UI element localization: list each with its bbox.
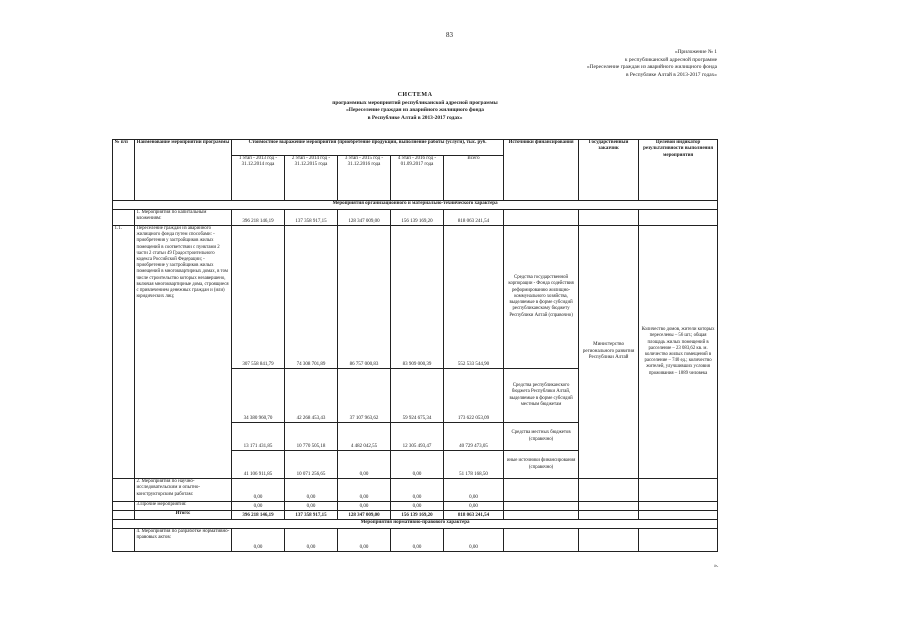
row-value: 0,00 <box>285 479 338 502</box>
row-source <box>504 210 579 226</box>
row-source: Средства местных бюджетов (справочно) <box>504 423 579 451</box>
header-indicator: Целевой индикатор результативности выполнения мероприятия <box>639 140 718 201</box>
row-value: 0,00 <box>285 502 338 511</box>
header-customer: Государственный заказчик <box>579 140 639 201</box>
row-value: 0,00 <box>338 451 391 479</box>
header-stage-3: 3 этап - 2015 год - 31.12.2016 года <box>338 156 391 201</box>
row-num <box>113 502 135 511</box>
section-heading: Мероприятия нормативно-правового характера <box>113 520 718 529</box>
row-value: 41 106 911,85 <box>232 451 285 479</box>
row-indicator <box>639 210 718 226</box>
table-row-total <box>113 511 718 520</box>
row-value: 396 218 146,19 <box>232 210 285 226</box>
row-name: 2. Мероприятия по научно-исследовательским и опытно-конструкторским работам: <box>135 479 232 502</box>
row-source <box>504 479 579 502</box>
row-value: 86 757 000,83 <box>338 226 391 369</box>
row-value: 0,00 <box>391 451 444 479</box>
row-value: 12 305 493,47 <box>391 423 444 451</box>
row-customer <box>579 529 639 552</box>
row-value: 37 107 963,62 <box>338 369 391 423</box>
row-source <box>504 529 579 552</box>
row-value: 137 358 917,15 <box>285 210 338 226</box>
row-value: 10 071 256,65 <box>285 451 338 479</box>
row-total: 0,00 <box>444 502 504 511</box>
row-value: 83 909 000,39 <box>391 226 444 369</box>
row-customer <box>579 210 639 226</box>
row-total: 0,00 <box>444 529 504 552</box>
row-num <box>113 479 135 502</box>
title-line: СИСТЕМА <box>397 92 433 98</box>
title-line: в Республике Алтай в 2013-2017 годах» <box>367 114 463 121</box>
row-value: 0,00 <box>338 529 391 552</box>
row-source: иные источники финансирования (справочно) <box>504 451 579 479</box>
row-indicator <box>639 479 718 502</box>
appendix-line: к республиканской адресной программе <box>624 56 717 63</box>
row-name: 3.Прочие мероприятия: <box>135 502 232 511</box>
row-indicator <box>639 502 718 511</box>
row-source <box>504 511 579 520</box>
row-value: 396 218 146,19 <box>232 511 285 520</box>
appendix-line: «Переселение граждан из аварийного жилищного фонда <box>586 64 717 71</box>
row-total: 552 533 544,90 <box>444 226 504 369</box>
row-num: 1.1. <box>113 226 135 479</box>
row-total: 51 178 168,50 <box>444 451 504 479</box>
appendix-line: в Республике Алтай в 2013-2017 годах» <box>625 71 717 78</box>
header-source: Источники финансирования <box>504 140 579 201</box>
row-source <box>504 502 579 511</box>
header-cost: Стоимостное выражение мероприятия (приобретение продукции, выполнение работы (услуги), тыс. руб. <box>232 140 504 156</box>
row-total: 0,00 <box>444 479 504 502</box>
row-value: 156 139 169,20 <box>391 210 444 226</box>
row-value: 128 347 009,00 <box>338 511 391 520</box>
row-value: 0,00 <box>391 529 444 552</box>
row-total: 818 063 241,54 <box>444 511 504 520</box>
row-value: 59 924 675,34 <box>391 369 444 423</box>
row-value: 128 347 009,00 <box>338 210 391 226</box>
row-value: 74 308 701,89 <box>285 226 338 369</box>
appendix-line: «Приложение № 1 <box>674 49 717 55</box>
row-indicator <box>639 511 718 520</box>
header-num: № п/п <box>113 140 135 201</box>
row-num <box>113 210 135 226</box>
header-name: Наименование мероприятий программы <box>135 140 232 201</box>
row-num <box>113 529 135 552</box>
row-value: 13 171 431,85 <box>232 423 285 451</box>
row-customer <box>579 502 639 511</box>
row-value: 0,00 <box>285 529 338 552</box>
row-value: 34 380 960,70 <box>232 369 285 423</box>
row-value: 0,00 <box>338 502 391 511</box>
row-customer: Министерство регионального развития Республики Алтай <box>579 226 639 479</box>
row-total: 173 622 053,09 <box>444 369 504 423</box>
header-stage-1: 1 этап - 2013 год - 31.12.2014 года <box>232 156 285 201</box>
header-stage-4: 4 этап - 2016 год - 01.09.2017 года <box>391 156 444 201</box>
title-line: «Переселение граждан из аварийного жилищного фонда <box>346 107 484 114</box>
table-row <box>113 210 718 226</box>
section-heading: Мероприятия организационного и материально-технического характера <box>113 201 718 210</box>
row-value: 0,00 <box>232 502 285 511</box>
row-value: 10 770 505,18 <box>285 423 338 451</box>
row-value: 0,00 <box>232 529 285 552</box>
row-value: 0,00 <box>391 479 444 502</box>
row-value: 42 268 453,43 <box>285 369 338 423</box>
row-source: Средства республиканского бюджета Республики Алтай, выделяемые в форме субсидий местным бюджетам <box>504 369 579 423</box>
row-indicator: Количество домов, жители которых переселены – 56 шт.; общая площадь жилых помещений в расселение – 23 083,62 кв. м. количество жилых помещений в расселение – 740 ед.; количество жителей, улучшивших условия проживания – 1889 человека <box>639 226 718 479</box>
row-customer <box>579 479 639 502</box>
program-measures-table <box>112 139 718 552</box>
title-line: программных мероприятий республиканской адресной программы <box>332 99 498 106</box>
table-row <box>113 529 718 552</box>
header-stage-2: 2 этап - 2014 год - 31.12.2015 года <box>285 156 338 201</box>
row-name: Итого: <box>135 511 232 520</box>
row-total: 40 729 473,05 <box>444 423 504 451</box>
row-value: 137 358 917,15 <box>285 511 338 520</box>
row-value: 307 558 841,79 <box>232 226 285 369</box>
row-name: Переселение граждан из аварийного жилищного фонда путем способами: - приобретения у застройщиков жилых помещений в соответствии с пунктами 2 части 2 статьи 49 Градостроительного кодекса Российской Федерации; - приобретение у застройщиков жилых помещений в многоквартирных домах, в том числе строительство которых незавершено, включая многоквартирные дома, строящиеся с привлечением денежных граждан и (или) юридических лиц; <box>135 226 232 479</box>
row-value: 156 139 169,20 <box>391 511 444 520</box>
row-value: 0,00 <box>232 479 285 502</box>
row-customer <box>579 511 639 520</box>
row-name: 4. Мероприятия по разработке нормативно-правовых актов: <box>135 529 232 552</box>
table-row <box>113 226 718 369</box>
row-num <box>113 511 135 520</box>
page-number: 83 <box>446 31 453 39</box>
row-name: 1. Мероприятия по капитальным вложениям: <box>135 210 232 226</box>
row-total: 818 063 241,54 <box>444 210 504 226</box>
table-row <box>113 479 718 502</box>
appendix-note <box>457 49 717 79</box>
row-value: 4 482 042,55 <box>338 423 391 451</box>
row-source: Средства государственной корпорации - Фонда содействия реформированию жилищно-коммунального хозяйства, выделяемые в форме субсидий республиканскому бюджету Республики Алтай (справочно) <box>504 226 579 369</box>
row-value: 0,00 <box>338 479 391 502</box>
closing-quote-mark: ». <box>714 563 719 569</box>
document-title <box>240 92 590 122</box>
header-total: Всего <box>444 156 504 201</box>
table-row <box>113 502 718 511</box>
row-value: 0,00 <box>391 502 444 511</box>
row-indicator <box>639 529 718 552</box>
